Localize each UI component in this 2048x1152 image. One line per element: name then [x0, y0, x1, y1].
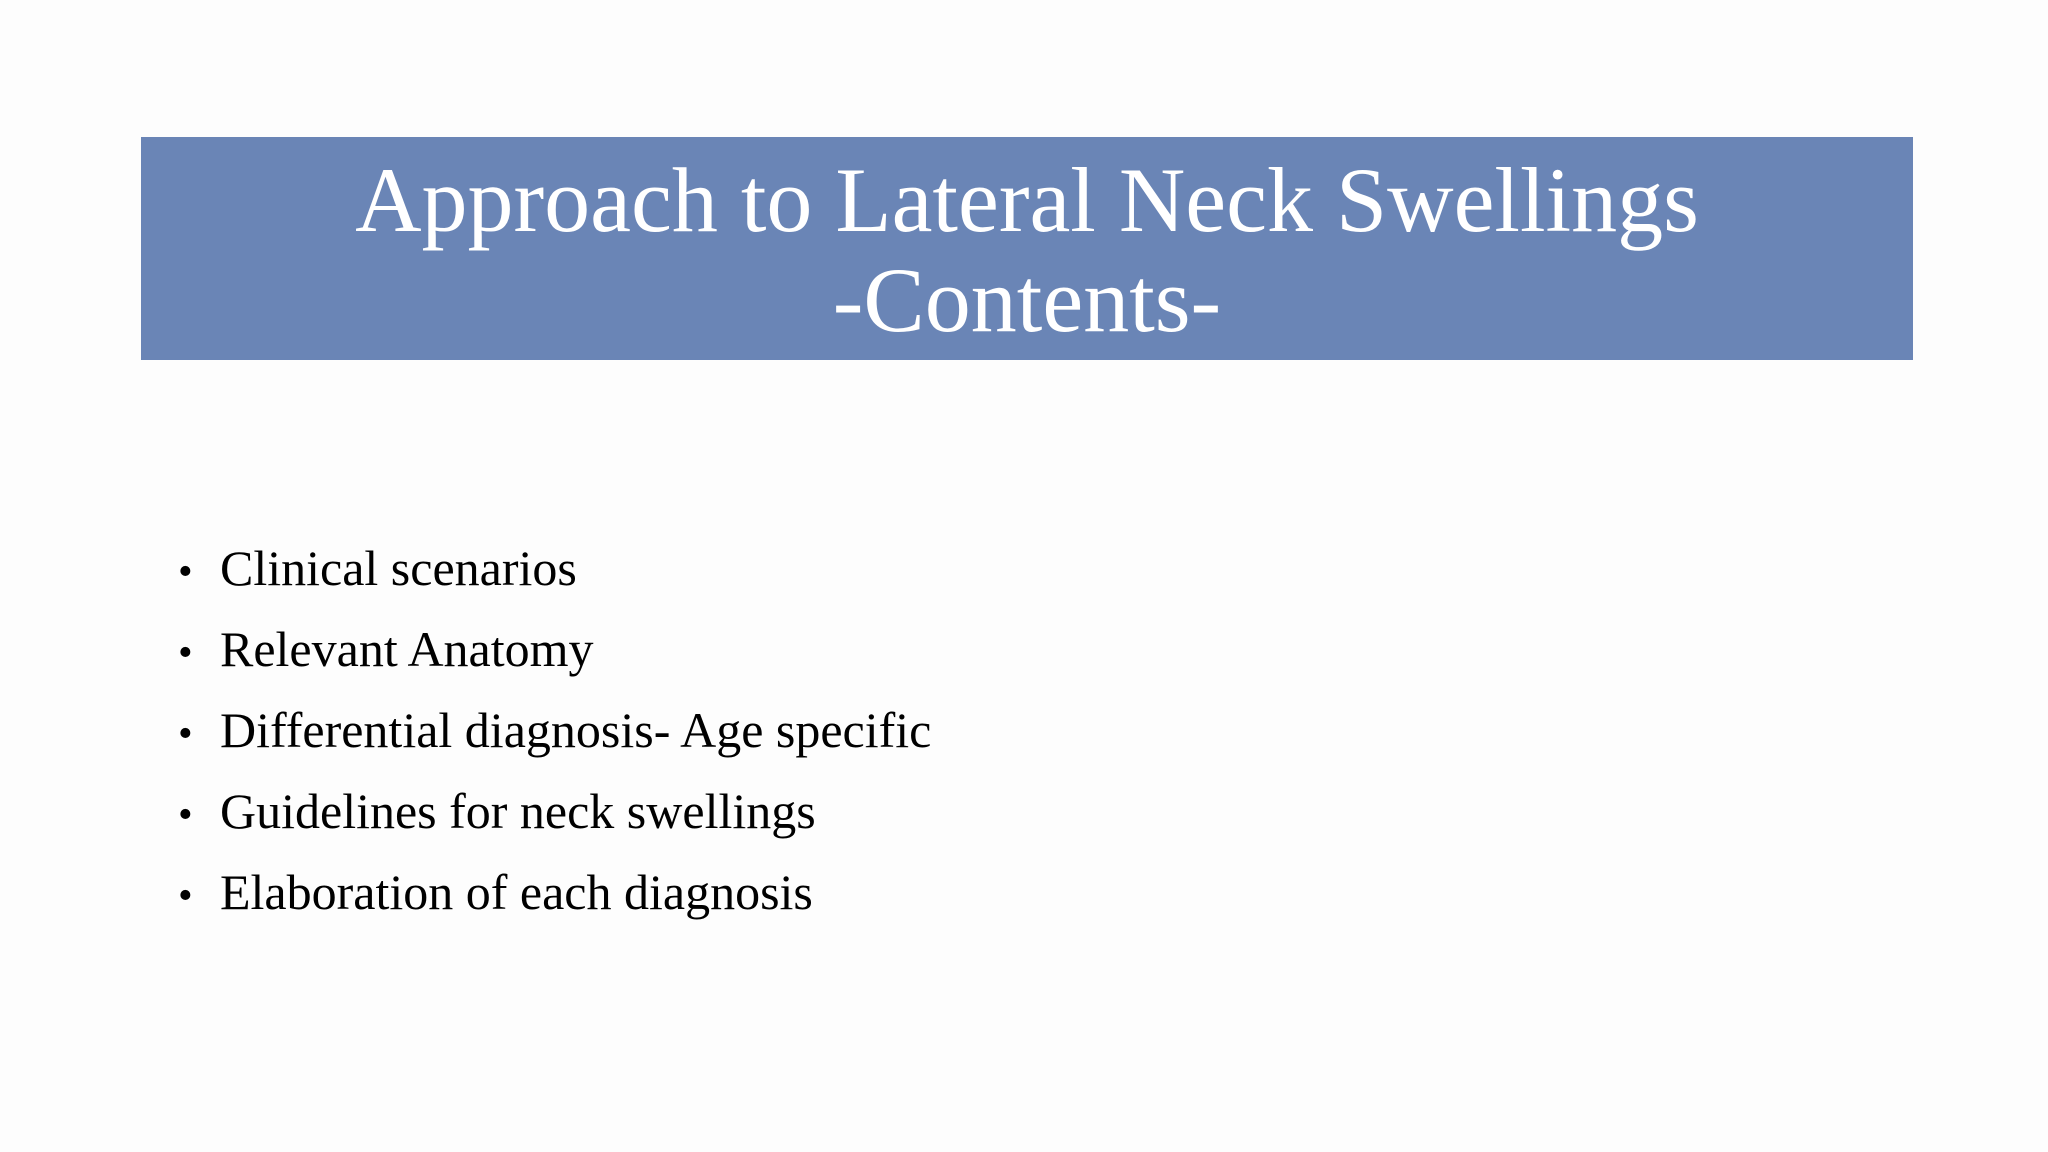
- list-item: [178, 773, 931, 854]
- bullet-icon: •: [178, 549, 193, 595]
- list-item-text: Clinical scenarios: [220, 540, 577, 596]
- slide-title: Approach to Lateral Neck Swellings: [355, 148, 1699, 251]
- bullet-icon: •: [178, 711, 193, 757]
- list-item-text: Elaboration of each diagnosis: [220, 864, 813, 920]
- contents-list: [178, 530, 931, 935]
- list-item: [178, 854, 931, 935]
- bullet-icon: •: [178, 792, 193, 838]
- list-item-text: Guidelines for neck swellings: [220, 783, 816, 839]
- slide-subtitle: -Contents-: [832, 248, 1222, 351]
- list-item-text: Differential diagnosis- Age specific: [220, 702, 932, 758]
- list-item-text: Relevant Anatomy: [220, 621, 594, 677]
- bullet-icon: •: [178, 873, 193, 919]
- list-item: [178, 611, 931, 692]
- list-item: [178, 692, 931, 773]
- list-item: [178, 530, 931, 611]
- bullet-icon: •: [178, 630, 193, 676]
- title-banner: [141, 137, 1913, 360]
